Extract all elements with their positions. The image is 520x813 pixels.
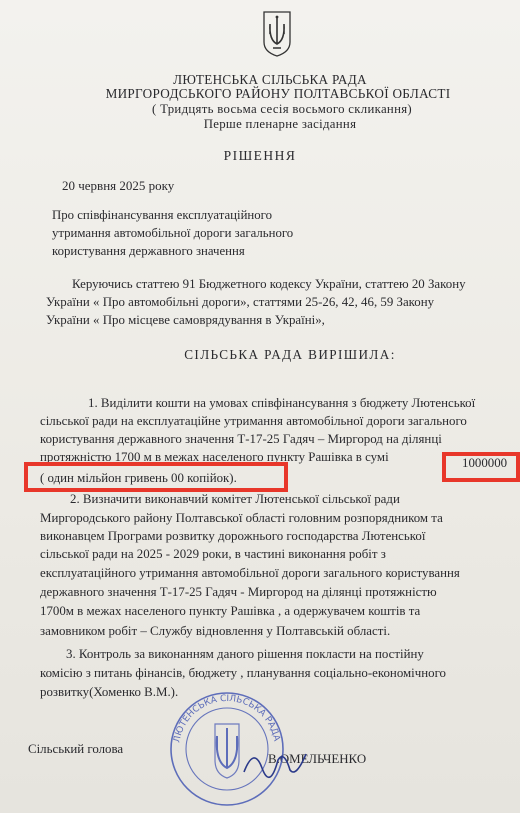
session-line: ( Тридцять восьма сесія восьмого скликання) <box>152 102 412 116</box>
council-name: ЛЮТЕНСЬКА СІЛЬСЬКА РАДА <box>173 72 367 87</box>
signatory-name: В.ОМЕЛЬЧЕНКО <box>268 752 367 766</box>
preamble-line: Керуючись статтею 91 Бюджетного кодексу України, статтею 20 Закону <box>72 277 466 291</box>
preamble-line: України « Про місцеве самоврядування в Україні», <box>46 313 325 327</box>
subject-line: утримання автомобільної дороги загального <box>52 226 294 240</box>
meeting-line: Перше пленарне засідання <box>203 117 357 131</box>
document-title: РІШЕННЯ <box>223 148 297 163</box>
item1-line: користування державного значення Т-17-25 Гадяч – Миргород на ділянці <box>40 432 442 446</box>
preamble-line: України « Про автомобільні дороги», статтями 25-26, 42, 46, 59 Закону <box>46 295 435 309</box>
amount-number-highlight <box>442 452 520 482</box>
item2-line: виконавцем Програми розвитку дорожнього господарства Лютенської <box>40 529 426 543</box>
item3-line: розвитку(Хоменко В.М.). <box>40 685 179 699</box>
item1-line: сільської ради на експлуатаційне утримання автомобільної дороги загального <box>40 414 467 428</box>
handwritten-signature <box>240 742 310 782</box>
item2-line: Миргородського району Полтавської області головним розпорядником та <box>40 511 443 525</box>
item2-line: 1700м в межах населеного пункту Рашівка , а одержувачем коштів та <box>40 604 421 618</box>
signatory-position: Сільський голова <box>28 742 124 756</box>
stamp-ring-text: ЛЮТЕНСЬКА СІЛЬСЬКА РАДА <box>172 693 282 744</box>
item2-line: державного значення Т-17-25 Гадяч - Миргород на ділянці протяжністю <box>40 585 437 599</box>
item2-line: сільської ради на 2025 - 2029 роки, в частині виконання робіт з <box>40 547 386 561</box>
item3-line: комісію з питань фінансів, бюджету , планування соціально-економічного <box>40 666 447 680</box>
subject-line: Про співфінансування експлуатаційного <box>52 208 272 222</box>
decision-heading: СІЛЬСЬКА РАДА ВИРІШИЛА: <box>184 347 396 362</box>
amount-value: 1000000 <box>462 456 508 470</box>
item3-line: 3. Контроль за виконанням даного рішення покласти на постійну <box>66 647 424 661</box>
item1-line: протяжністю 1700 м в межах населеного пункту Рашівка в сумі <box>40 450 389 464</box>
trident-emblem-icon <box>261 10 293 58</box>
district-name: МИРГОРОДСЬКОГО РАЙОНУ ПОЛТАВСЬКОЇ ОБЛАСТІ <box>105 86 451 101</box>
amount-words-highlight <box>24 462 288 492</box>
subject-line: користування державного значення <box>52 244 245 258</box>
document-date: 20 червня 2025 року <box>62 178 175 193</box>
item2-line: експлуатаційного утримання автомобільної дороги загального користування <box>40 566 460 580</box>
item2-line: 2. Визначити виконавчий комітет Лютенської сільської ради <box>70 492 400 506</box>
item1-line: 1. Виділити кошти на умовах співфінансування з бюджету Лютенської <box>88 396 476 410</box>
item2-line: замовником робіт – Службу відновлення у Полтавській області. <box>40 624 391 638</box>
amount-in-words: ( один мільйон гривень 00 копійок). <box>40 471 237 485</box>
